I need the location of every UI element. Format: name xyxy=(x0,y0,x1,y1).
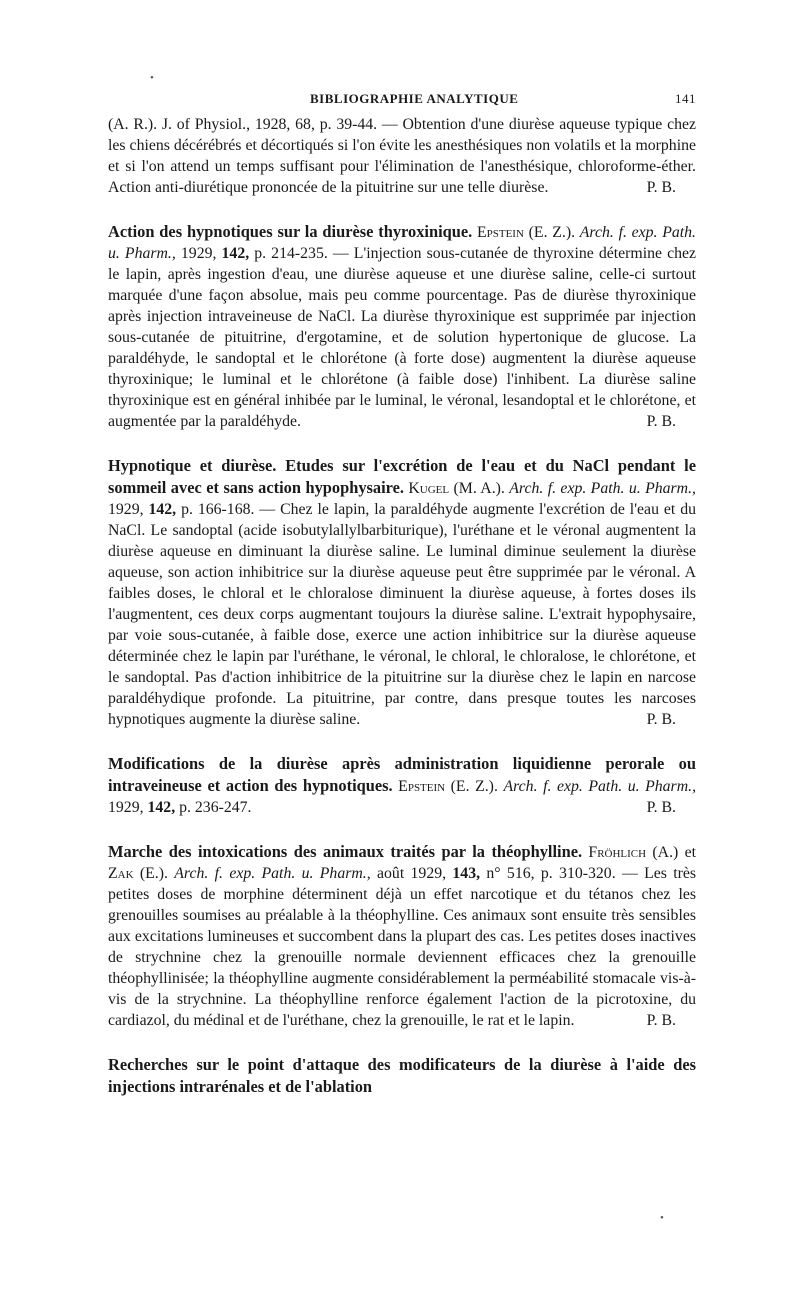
entry-title: Recherches sur le point d'attaque des modificateurs de la diurèse à l'aide des injections intrarénales et de l'ablation xyxy=(108,1055,696,1096)
entry-journal: Arch. f. exp. Path. u. Pharm., xyxy=(509,480,696,497)
entry-epstein-modifications xyxy=(108,753,696,818)
entry-title: Hypnotique et diurèse. Etudes sur l'excrétion de l'eau et du NaCl pendant le sommeil avec et sans action hypophysaire. xyxy=(108,456,696,497)
entry-title: Modifications de la diurèse après administration liquidienne perorale ou intraveineuse et action des hypnotiques. xyxy=(108,754,696,795)
entry-author: Fröhlich xyxy=(588,844,647,861)
entry-initials: (E. Z.). xyxy=(450,778,498,795)
entry-pages: p. 166-168. xyxy=(181,501,255,518)
signature: P. B. xyxy=(646,799,676,816)
entry-author: Epstein xyxy=(398,778,446,795)
page-number: 141 xyxy=(675,91,696,106)
entry-initials-2: (E.). xyxy=(139,865,168,882)
entry-initials: (E. Z.). xyxy=(528,224,576,241)
entry-abstract: — Chez le lapin, la paraldéhyde augmente l'excrétion de l'eau et du NaCl. Le sandoptal (acide isobutylallylbarbiturique), l'uréthane et le véronal augmentent la diurèse aqueuse en diminuant la diurèse saline. Le luminal diminue seulement la diurèse aqueuse, son action inhibitrice sur la diurèse aqueuse peut être supprimée par le véronal. A faibles doses, le chloral et le chloralose diminuent la diurèse aqueuse, à fortes doses ils l'augmentent, ces deux corps augmentant toujours la diurèse saline. L'extrait hypophysaire, par voie sous-cutanée, à faible dose, exerce une action inhibitrice sur la diurèse aqueuse déterminée chez le lapin par l'uréthane, le véronal, le chloral, le chloralose, le chlorétone, et le sandoptal. Pas d'action inhibitrice de la pituitrine sur la diurèse chez le lapin en narcose paraldéhydique profonde. La pituitrine, par contre, dans presque toutes les narcoses hypnotiques augmente la diurèse saline. xyxy=(108,501,697,728)
entry-body: (A. R.). J. of Physiol., 1928, 68, p. 39-44. — Obtention d'une diurèse aqueuse typique chez les chiens décérébrés et décortiqués si l'on évite les anesthésiques non volatils et la morphine et si l'on attend un temps suffisant pour l'élimination de l'anesthésique, chloroforme-éther. Action anti-diurétique prononcée de la pituitrine sur une telle diurèse. xyxy=(108,116,696,196)
entry-abstract: — L'injection sous-cutanée de thyroxine détermine chez le lapin, après ingestion d'eau, une diurèse aqueuse et une diurèse saline, celle-ci surtout marquée d'une façon absolue, mais peu comme pourcentage. Pas de diurèse thyroxinique après injection intraveineuse de NaCl. La diurèse thyroxinique est supprimée par injection sous-cutanée de pituitrine, d'ergotamine, et de solution hypertonique de glucose. La paraldéhyde, le sandoptal et le chlorétone (à forte dose) augmentent la diurèse aqueuse thyroxinique; le luminal et le chlorétone (à faible dose) l'inhibent. La diurèse saline thyroxinique est en général inhibée par le luminal, le véronal, lesandoptal et le chlorétone, et augmentée par la paraldéhyde. xyxy=(108,245,697,430)
entry-journal: Arch. f. exp. Path. u. Pharm., xyxy=(108,224,697,262)
entry-initials: (M. A.). xyxy=(453,480,505,497)
entry-year: 1929, xyxy=(108,799,144,816)
signature: P. B. xyxy=(646,1012,676,1029)
entry-continued xyxy=(108,114,696,198)
article-column xyxy=(108,114,696,1121)
bottom-mark: • xyxy=(660,1212,664,1224)
entry-year: 1929, xyxy=(180,245,217,262)
entry-title: Marche des intoxications des animaux traités par la théophylline. xyxy=(108,842,583,861)
entry-pages: p. 236-247. xyxy=(179,799,252,816)
entry-kugel-hypnotique xyxy=(108,455,696,730)
entry-title: Action des hypnotiques sur la diurèse thyroxinique. xyxy=(108,222,473,241)
page-header xyxy=(108,88,696,110)
entry-journal: Arch. f. exp. Path. u. Pharm., xyxy=(174,865,371,882)
entry-year: août 1929, xyxy=(377,865,447,882)
top-mark: • xyxy=(150,72,154,84)
entry-abstract: — Les très petites doses de morphine déterminent déjà un effet narcotique et du tétanos chez les grenouilles soumises au préalable à la théophylline. Ces animaux sont ensuite très sensibles aux excitations lumineuses et succombent dans la plupart des cas. Les petites doses inactives de strychnine chez la grenouille normale deviennent efficaces chez la grenouille théophyllinisée; la théophylline augmente considérablement la perméabilité stomacale vis-à-vis de la strychnine. La théophylline renforce également l'action de la picrotoxine, du cardiazol, du médinal et de l'uréthane, chez la grenouille, le rat et le lapin. xyxy=(108,865,697,1029)
entry-pages: n° 516, p. 310-320. xyxy=(486,865,616,882)
entry-epstein-thyroxine xyxy=(108,221,696,432)
entry-author-2: Zak xyxy=(108,865,134,882)
entry-volume: 143, xyxy=(452,865,481,882)
entry-recherches xyxy=(108,1054,696,1098)
entry-pages: p. 214-235. xyxy=(254,245,328,262)
entry-journal: Arch. f. exp. Path. u. Pharm., xyxy=(503,778,697,795)
entry-year: 1929, xyxy=(108,501,144,518)
entry-volume: 142, xyxy=(147,799,176,816)
entry-author: Kugel xyxy=(408,480,450,497)
entry-author: Epstein xyxy=(476,224,524,241)
signature: P. B. xyxy=(646,179,676,196)
entry-initials: (A.) et xyxy=(652,844,697,861)
running-head: BIBLIOGRAPHIE ANALYTIQUE xyxy=(310,91,519,106)
entry-frohlich-theophylline xyxy=(108,841,696,1031)
entry-volume: 142, xyxy=(148,501,177,518)
signature: P. B. xyxy=(646,711,676,728)
entry-volume: 142, xyxy=(221,245,250,262)
signature: P. B. xyxy=(646,413,676,430)
